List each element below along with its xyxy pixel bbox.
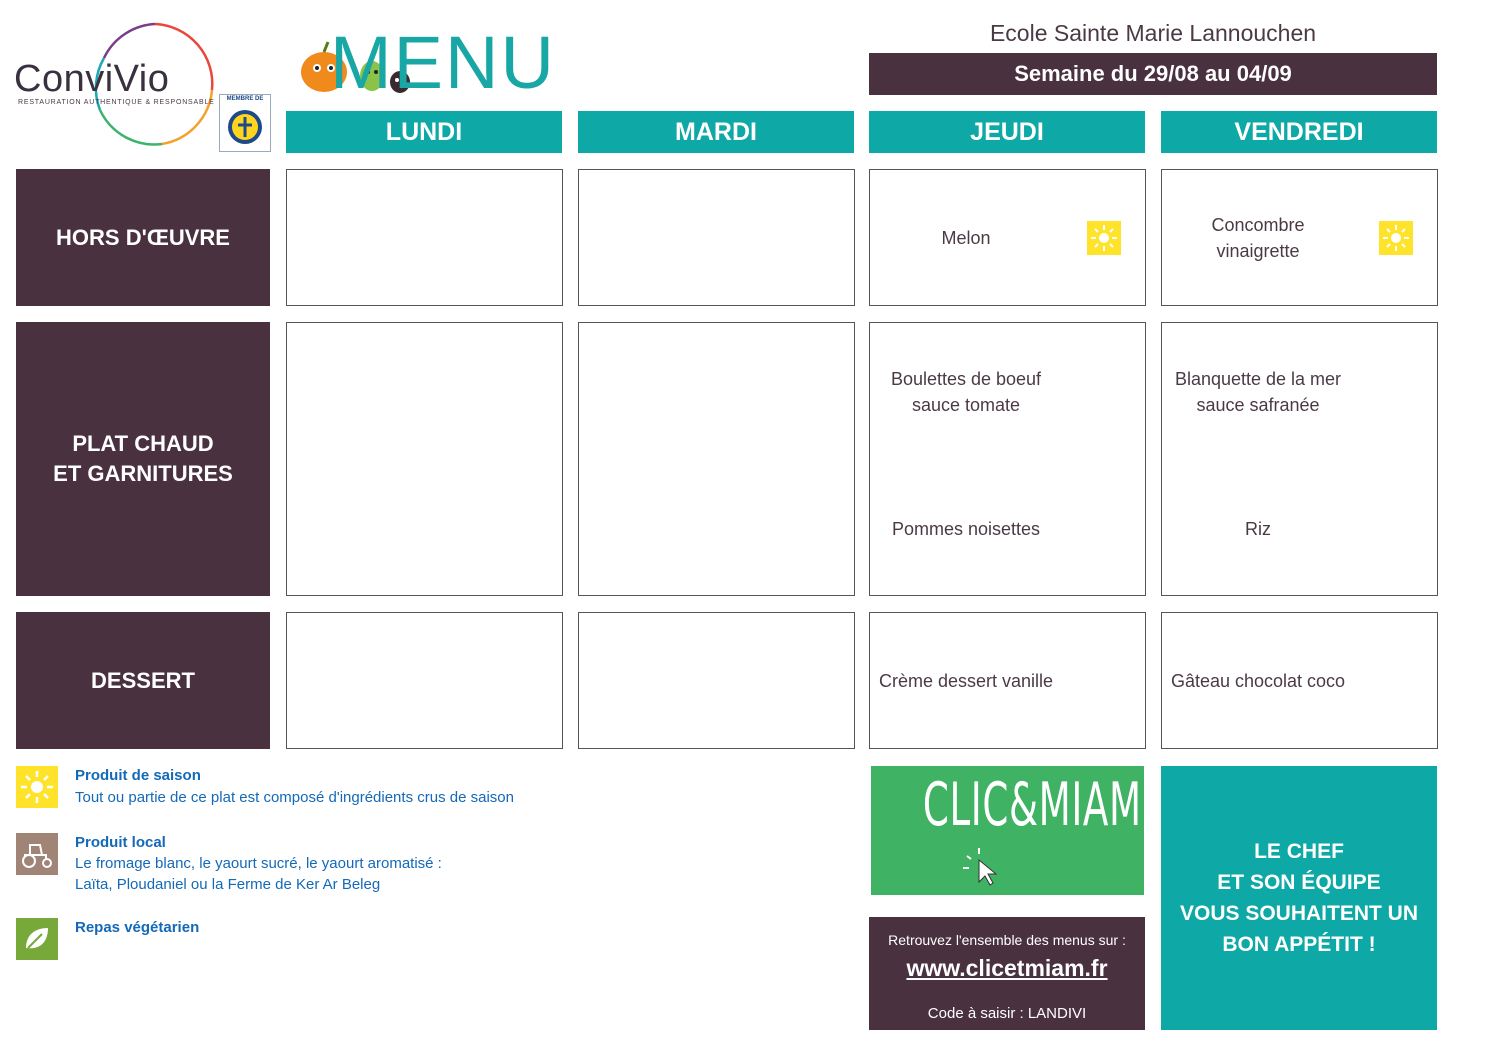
day-header-jeudi: JEUDI: [869, 111, 1145, 153]
dish-side: Pommes noisettes: [891, 519, 1041, 539]
clicetmiam-logo-text: CLIC&MIAM!: [922, 770, 1158, 840]
clicetmiam-url-link[interactable]: www.clicetmiam.fr: [906, 955, 1108, 981]
dish-main-line1: Blanquette de la mer: [1174, 369, 1342, 389]
chef-line: ET SON ÉQUIPE: [1217, 871, 1381, 894]
day-header-mardi: MARDI: [578, 111, 854, 153]
cell-vendredi-hors: [1161, 169, 1438, 306]
chef-message: [1161, 766, 1437, 1030]
day-header-vendredi: VENDREDI: [1161, 111, 1437, 153]
chef-line: VOUS SOUHAITENT UN: [1179, 902, 1418, 925]
row-label-text: DESSERT: [91, 667, 195, 693]
day-header-lundi: LUNDI: [286, 111, 562, 153]
cell-jeudi-dessert: [869, 612, 1146, 749]
dish-main-line1: Boulettes de boeuf: [890, 369, 1042, 389]
legend-local-text-1: Le fromage blanc, le yaourt sucré, le yaourt aromatisé :: [75, 855, 442, 872]
cell-mardi-hors: [578, 169, 855, 306]
row-label-text: ET GARNITURES: [53, 461, 233, 486]
tractor-icon: [16, 833, 58, 875]
convivio-logo: ConviVio: [14, 58, 170, 100]
sun-icon: [1087, 221, 1121, 255]
cell-jeudi-hors: [869, 169, 1146, 306]
menus-info-box: [869, 917, 1145, 1030]
row-label-dessert: [16, 612, 270, 749]
sun-icon: [16, 766, 58, 808]
sun-icon: [1379, 221, 1413, 255]
legend-local-title: Produit local: [75, 834, 166, 851]
menu-title: MENU: [330, 21, 556, 104]
legend-local-text-2: Laïta, Ploudaniel ou la Ferme de Ker Ar Beleg: [75, 876, 381, 893]
dish-melon: Melon: [941, 228, 991, 248]
convivio-tagline: RESTAURATION AUTHENTIQUE & RESPONSABLE: [18, 99, 215, 106]
dish-side: Riz: [1245, 519, 1271, 539]
cell-jeudi-plat: [869, 322, 1146, 596]
row-label-hors-doeuvre: [16, 169, 270, 306]
cell-lundi-plat: [286, 322, 563, 596]
row-label-plat-chaud: [16, 322, 270, 596]
menus-info-text: Retrouvez l'ensemble des menus sur :: [888, 932, 1126, 948]
badge-text: MEMBRE DE: [226, 96, 264, 102]
dish-starter-line2: vinaigrette: [1216, 241, 1300, 261]
produit-bretagne-badge: [219, 94, 271, 152]
row-label-text: PLAT CHAUD: [72, 431, 214, 456]
cell-vendredi-dessert: [1161, 612, 1438, 749]
row-label-text: HORS D'ŒUVRE: [56, 224, 230, 250]
cell-mardi-dessert: [578, 612, 855, 749]
chef-line: BON APPÉTIT !: [1222, 933, 1376, 956]
legend-vege-title: Repas végétarien: [75, 919, 200, 936]
cell-lundi-hors: [286, 169, 563, 306]
dish-main-line2: sauce safranée: [1196, 395, 1320, 415]
dish-main-line2: sauce tomate: [911, 395, 1021, 415]
leaf-icon: [16, 918, 58, 960]
dish-dessert: Crème dessert vanille: [878, 671, 1054, 691]
legend-saison-text: Tout ou partie de ce plat est composé d'ingrédients crus de saison: [75, 789, 514, 806]
cell-mardi-plat: [578, 322, 855, 596]
chef-line: LE CHEF: [1254, 840, 1344, 863]
cell-vendredi-plat: [1161, 322, 1438, 596]
dish-dessert: Gâteau chocolat coco: [1170, 671, 1346, 691]
week-banner: Semaine du 29/08 au 04/09: [869, 53, 1437, 95]
legend-saison-title: Produit de saison: [75, 767, 201, 784]
school-name: Ecole Sainte Marie Lannouchen: [989, 20, 1317, 46]
access-code: Code à saisir : LANDIVI: [927, 1005, 1087, 1022]
dish-starter-line1: Concombre: [1211, 215, 1305, 235]
cell-lundi-dessert: [286, 612, 563, 749]
cursor-click-icon: [957, 844, 1007, 886]
